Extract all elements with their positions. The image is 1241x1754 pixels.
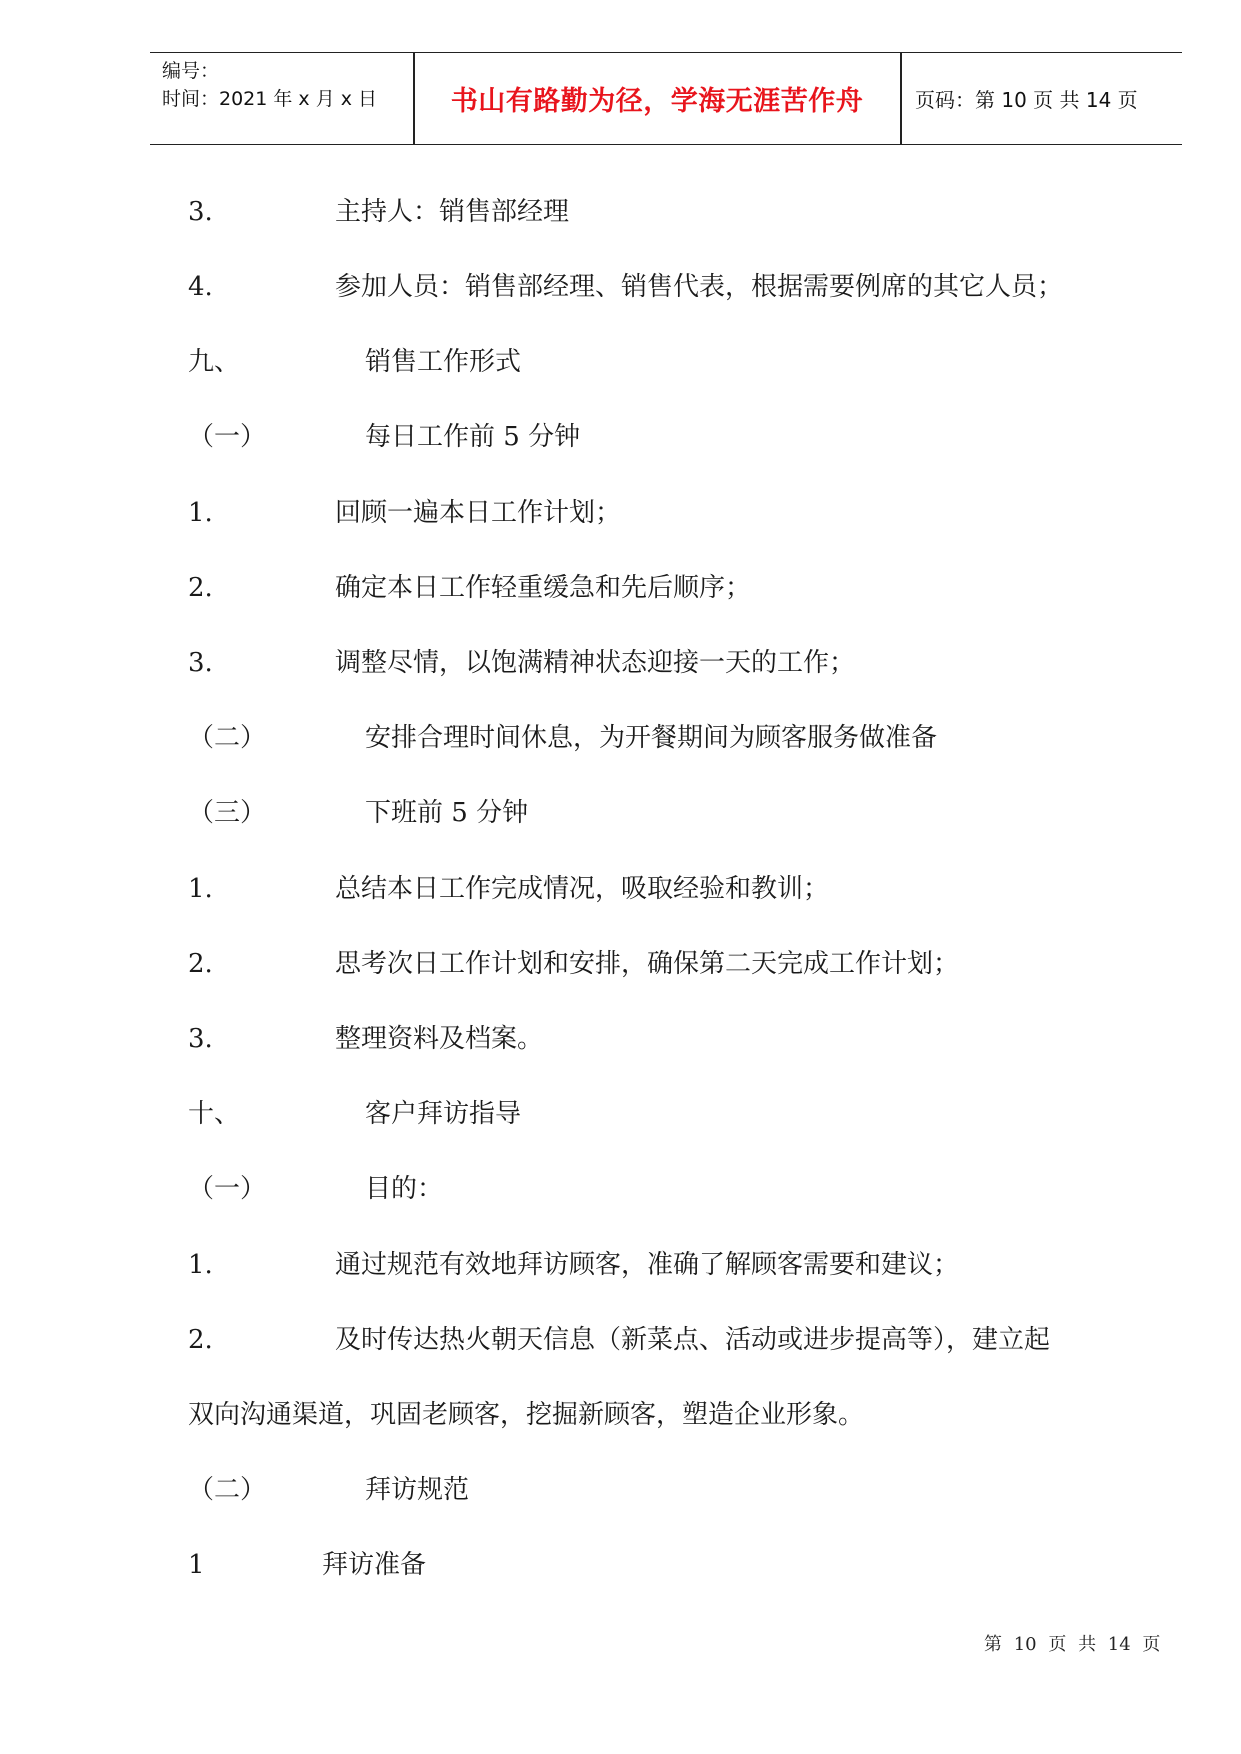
subsection-number: （一） <box>188 422 267 452</box>
list-text: 及时传达热火朝天信息（新菜点、活动或进步提高等），建立起 <box>335 1325 1051 1355</box>
list-number: 1 <box>188 1550 205 1580</box>
header-motto: 书山有路勤为径，学海无涯苦作舟 <box>450 86 864 117</box>
section-number: 十、 <box>188 1099 241 1129</box>
page-header <box>150 52 1182 145</box>
subsection-title: 每日工作前 5 分钟 <box>365 422 581 452</box>
section-title: 客户拜访指导 <box>365 1099 522 1129</box>
subsection-title: 拜访规范 <box>365 1475 470 1505</box>
header-divider <box>900 53 902 144</box>
list-text: 确定本日工作轻重缓急和先后顺序； <box>335 573 752 603</box>
list-number: 3. <box>188 648 213 678</box>
list-text: 回顾一遍本日工作计划； <box>335 498 622 528</box>
list-number: 2. <box>188 573 213 603</box>
list-text: 调整尽情，以饱满精神状态迎接一天的工作； <box>335 648 856 678</box>
list-text: 通过规范有效地拜访顾客，准确了解顾客需要和建议； <box>335 1250 960 1280</box>
time-label: 时间：2021 年 x 月 x 日 <box>162 88 378 110</box>
header-meta <box>162 57 377 113</box>
subsection-number: （一） <box>188 1174 267 1204</box>
page-footer: 第 10 页 共 14 页 <box>984 1634 1161 1655</box>
list-text: 参加人员：销售部经理、销售代表，根据需要例席的其它人员； <box>335 272 1064 302</box>
list-number: 4. <box>188 272 213 302</box>
section-number: 九、 <box>188 347 241 377</box>
list-number: 1. <box>188 1250 213 1280</box>
serial-number-label: 编号： <box>162 60 220 82</box>
list-number: 1. <box>188 498 213 528</box>
subsection-number: （三） <box>188 798 267 828</box>
subsection-title: 下班前 5 分钟 <box>365 798 529 828</box>
list-text: 拜访准备 <box>322 1550 427 1580</box>
subsection-title: 目的： <box>365 1174 444 1204</box>
list-number: 3. <box>188 1024 213 1054</box>
section-title: 销售工作形式 <box>365 347 522 377</box>
list-text: 主持人：销售部经理 <box>335 197 570 227</box>
list-number: 1. <box>188 874 213 904</box>
list-text: 整理资料及档案。 <box>335 1024 544 1054</box>
subsection-number: （二） <box>188 1475 267 1505</box>
list-text: 总结本日工作完成情况，吸取经验和教训； <box>335 874 830 904</box>
subsection-title: 安排合理时间休息，为开餐期间为顾客服务做准备 <box>365 723 938 753</box>
header-page-number: 页码：第 10 页 共 14 页 <box>915 88 1138 112</box>
list-number: 3. <box>188 197 213 227</box>
list-number: 2. <box>188 1325 213 1355</box>
list-text: 思考次日工作计划和安排，确保第二天完成工作计划； <box>335 949 960 979</box>
list-text-continuation: 双向沟通渠道，巩固老顾客，挖掘新顾客，塑造企业形象。 <box>188 1400 865 1430</box>
subsection-number: （二） <box>188 723 267 753</box>
list-number: 2. <box>188 949 213 979</box>
